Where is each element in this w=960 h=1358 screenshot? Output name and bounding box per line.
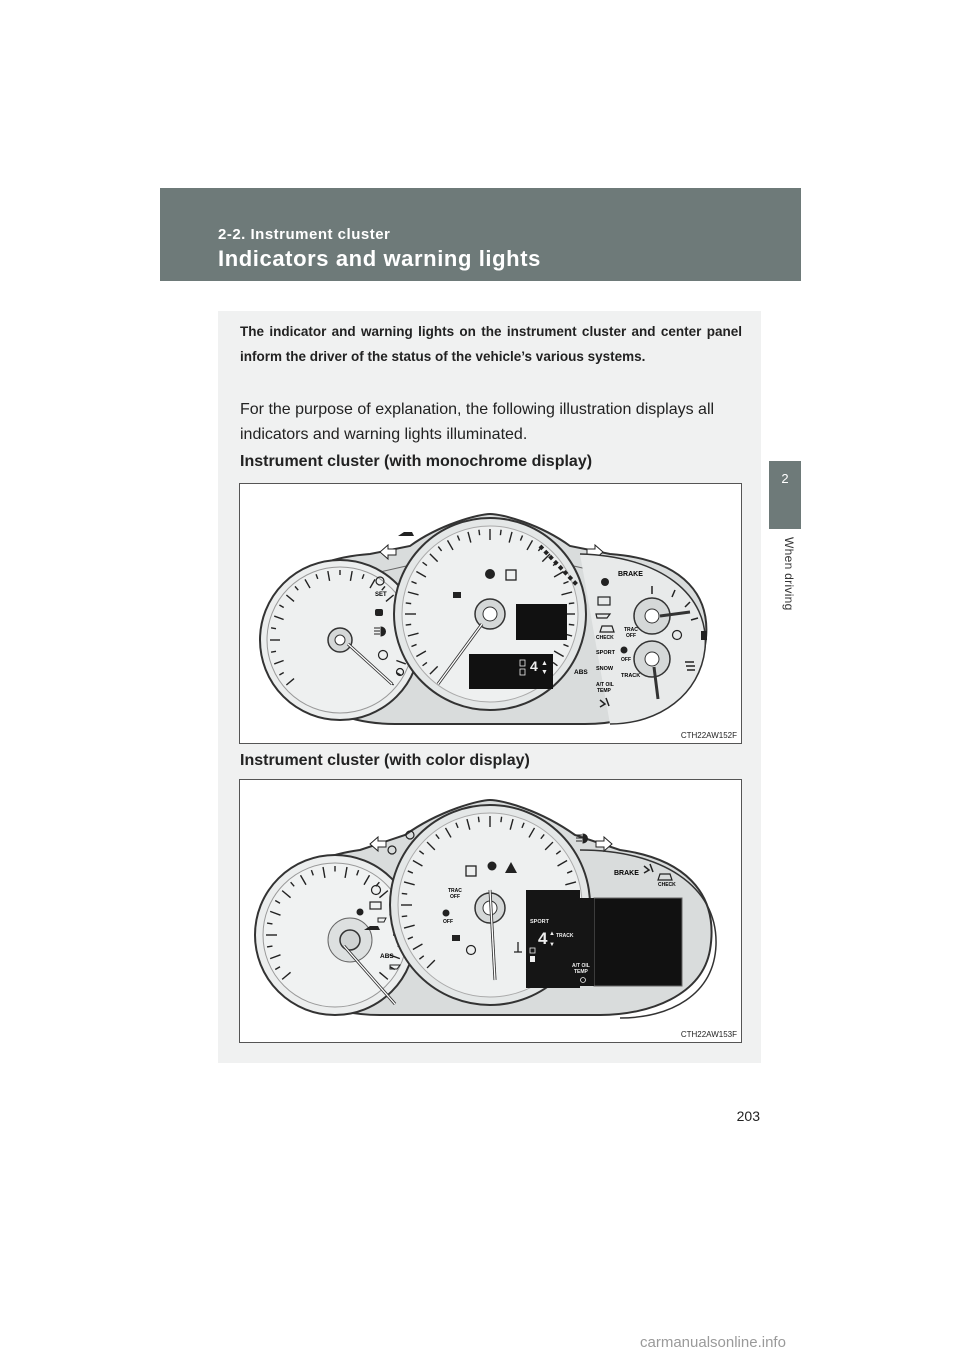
section-label: 2-2. Instrument cluster [218,226,391,243]
trac-off-label: OFF [626,633,636,639]
seatbelt-car-icon [375,609,383,616]
gauge-tick [478,817,479,822]
check-label: CHECK [658,882,676,888]
color-cluster-illustration [240,780,741,1042]
seatbelt-reminder-icon [601,578,609,586]
abs-label: ABS [380,953,394,960]
gauge-tick [267,946,272,947]
gauge-tick [271,651,276,652]
gauge-tick [569,624,574,625]
at-oil-label: A/T OIL [596,682,614,688]
at-oil-temp-label: TEMP [574,969,588,975]
chapter-number: 2 [781,471,789,486]
cruise-set-label: SET [375,592,387,598]
vsc-off-label: OFF [621,657,631,663]
chapter-tab[interactable] [769,461,801,529]
at-oil-temp-label: TEMP [597,688,611,694]
color-display-screen [594,898,682,986]
figure-2-code: CTH22AW153F [680,1030,737,1039]
figure-2-caption: Instrument cluster (with color display) [240,752,530,769]
trac-off-label: OFF [450,894,460,900]
gauge-tick [402,893,407,894]
gauge-tick [406,603,411,604]
master-warning-dot-icon [488,862,497,871]
gear-position-text: 4 [530,658,538,674]
security-icon [453,592,461,598]
brake-warning-label: BRAKE [618,571,643,578]
brake-warning-label: BRAKE [614,870,639,877]
vsc-off-icon [443,910,450,917]
master-warning-dot-icon [485,569,495,579]
chapter-label: When driving [782,537,796,611]
svg-text:▲: ▲ [541,660,548,667]
figure-1-code: CTH22AW152F [680,731,737,740]
figure-2-color-cluster [239,779,742,1043]
header-band [160,188,801,281]
intro-text: For the purpose of explanation, the following illustration displays all indicators and warning lights illuminated. [240,401,715,443]
trac-label: TRAC [448,888,462,894]
track-label: TRACK [621,673,641,679]
page-title: Indicators and warning lights [218,246,541,271]
trac-label: TRAC [624,627,638,633]
gauge-tick [271,628,276,629]
gauge-tick [501,817,502,822]
svg-text:▲: ▲ [549,931,555,937]
gauge-tick [569,603,574,604]
vsc-off-label: OFF [443,919,453,925]
display-window-upper [516,604,567,640]
track-label: TRACK [556,933,574,939]
sport-label: SPORT [596,650,615,656]
at-oil-label: A/T OIL [572,963,590,969]
figure-1-caption: Instrument cluster (with monochrome display) [240,453,593,470]
sport-label: SPORT [530,919,549,925]
monochrome-cluster-illustration [240,484,741,743]
gauge-tick [479,530,480,535]
abs-label: ABS [574,669,588,676]
fuel-icon [701,631,707,640]
watermark[interactable]: carmanualsonline.info [640,1334,786,1351]
gauge-tick [267,923,272,924]
svg-text:▼: ▼ [541,669,548,676]
gauge-tick [406,624,411,625]
page-number: 203 [736,1108,760,1124]
snow-label: SNOW [596,666,614,672]
vsc-off-icon [621,647,628,654]
svg-text:▼: ▼ [549,942,555,948]
gear-position-text: 4 [538,929,548,948]
door-open-icon [398,532,414,536]
security-icon [452,935,460,941]
figure-1-monochrome-cluster [239,483,742,744]
gauge-tick [500,530,501,535]
seatbelt-reminder-icon [357,909,364,916]
check-label: CHECK [596,635,614,641]
gauge-tick [402,916,407,917]
intro-bold-text: The indicator and warning lights on the instrument cluster and center panel inform the driver of the status of the vehicle’s various systems. [240,324,742,364]
content-box [218,311,761,1063]
